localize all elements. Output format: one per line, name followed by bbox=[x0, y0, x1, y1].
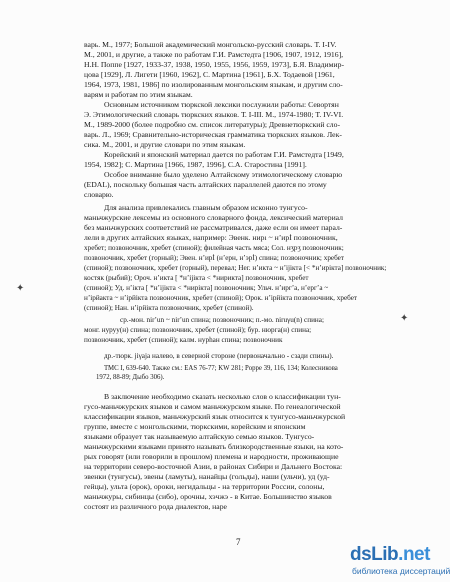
watermark-subtitle: библиотека диссертаций bbox=[352, 566, 450, 576]
example-line: (спиной); Нан. нʼірйікта позвоночник, хребет (спиной). bbox=[84, 304, 254, 312]
example-line: нʼірйакта ~ нʼірйікта позвоночник, хребет (спиной); Орок. нʼірйікта позвоночник, хребет bbox=[84, 294, 358, 302]
text-line: 1954, 1982]; С. Мартина [1966, 1987, 1996], С.А. Старостина [1991]. bbox=[84, 160, 307, 169]
text-line: лели в других алтайских языках, например: Эвенк. нирı ~ нʼирİ позвоночник, bbox=[84, 233, 338, 242]
text-line: гейцы), ульта (орок), ороки, негидальцы - на территории России, солоны, bbox=[84, 482, 325, 491]
example-line: монг. нуруу(н) спина; позвоночник, хребет (спиной); бур. нюрга(н) спина; bbox=[84, 326, 312, 334]
example-line: (спиной); позвоночник, хребет (горный), перевал; Нег. нʼикта ~ нʼіjікта [< *нʼиpікта] позвоночник; bbox=[84, 264, 387, 272]
text-line: на территории северо-восточной Азии, в районах Сибири и Дальнего Востока: bbox=[84, 462, 343, 471]
logo-net: .net bbox=[398, 544, 430, 565]
text-line: Н.Н. Поппе [1927, 1933-37, 1938, 1950, 1955, 1956, 1959, 1973], Б.Я. Владимир- bbox=[84, 60, 345, 69]
reference-line: ТМС I, 639-640. Также см.: EAS 76-77; KW 281; Poppe 39, 116, 134; Колесникова bbox=[104, 365, 338, 372]
logo-dslib: dsLib bbox=[350, 544, 399, 565]
text-line: группе, вместе с монгольскими, тюркскими, корейским и японским bbox=[84, 422, 306, 431]
text-line: М., 1989-2000 (более подробно см. список литературы); Древнетюркский сло- bbox=[84, 120, 341, 129]
logo-text bbox=[350, 544, 430, 566]
scan-mark: ✦ bbox=[400, 313, 409, 324]
text-line: без маньчжурских соответствий не рассматривался, даже если он имеет парал- bbox=[84, 223, 343, 232]
text-line: варь. М., 1977; Большой академический монгольско-русский словарь. Т. I-IV. bbox=[84, 40, 337, 49]
text-line: варь. Л., 1969; Сравнительно-историческая грамматика тюркских языков. Лек- bbox=[84, 130, 342, 139]
text-line: 1964, 1973, 1981, 1986] по изолированным монгольским языкам, и другим сло- bbox=[84, 80, 343, 89]
text-line: эвенки (тунгусы), эвены (ламуты), нанайцы (гольды), наши (ульчи), уд (уд- bbox=[84, 472, 330, 481]
text-line: варям и работам по этим языкам. bbox=[84, 90, 193, 99]
reference-line: 1972, 88-89; Дыбо 306). bbox=[96, 374, 165, 381]
text-line: Для анализа привлекались главным образом исконно тунгусо- bbox=[104, 203, 308, 212]
text-line: рых говорят (или говорили в прошлом) племена и народности, проживающие bbox=[84, 452, 339, 461]
example-line: хребет; позвоночник, хребет (спиной); филейная часть мяса; Сол. нʒрʒ позвоночник; bbox=[84, 244, 344, 252]
text-line: Корейский и японский материал дается по работам Г.И. Рамстедта [1949, bbox=[104, 150, 344, 159]
text-line: состоят из различного рода диалектов, наре bbox=[84, 502, 227, 511]
text-line: Основным источником тюркской лексики послужили работы: Севортян bbox=[104, 100, 339, 109]
example-line: (спиной); Уд. нʼікта [ *нʼіjікта < *нирікта] позвоночник; Ульч. нʼиргʼа, нʼергʼа ~ bbox=[84, 284, 329, 292]
text-line: Особое внимание было уделено Алтайскому этимологическому словарю bbox=[104, 170, 343, 179]
text-line: классификации языков, маньчжурский язык относится к тунгусо-маньчжурской bbox=[84, 412, 346, 421]
text-line: словарю. bbox=[84, 190, 114, 199]
page-number: 7 bbox=[236, 537, 241, 547]
watermark-logo[interactable] bbox=[350, 544, 450, 576]
text-line: маньчжурскими языками принято называть близкородственные языки, на кото- bbox=[84, 442, 344, 451]
example-line: позвоночник, хребет (горный); Эвен. нʼирİ (нʼерн, нʼэрİ) спина; позвоночник; хребет bbox=[84, 254, 344, 262]
text-line: В заключение необходимо сказать несколько слов о классификации тун- bbox=[104, 392, 341, 401]
text-line: сика. М., 2001, и другие словари по этим языкам. bbox=[84, 140, 246, 149]
text-line: цова [1929], Л. Лигети [1960, 1962], С. Мартина [1961], Б.Х. Тодаевой [1961, bbox=[84, 70, 335, 79]
text-line: Э. Этимологический словарь тюркских языков. Т. I-III. М., 1974-1980; Т. IV-VI. bbox=[84, 110, 344, 119]
text-line: (EDAL), поскольку большая часть алтайских параллелей даются по этому bbox=[84, 180, 327, 189]
text-line: маньчжурские лексемы из основного словарного фонда, лексический материал bbox=[84, 213, 343, 222]
example-line: позвоночник, хребет (спиной); калм. нурһан спина; позвоночник bbox=[84, 336, 283, 344]
text-line: гусо-маньчжурских языков и самом маньчжурском языке. По генеалогической bbox=[84, 402, 341, 411]
text-line: М., 2001, и другие, а также по работам Г.И. Рамстедта [1906, 1907, 1912, 1916], bbox=[84, 50, 344, 59]
text-line: маньчжуры, сибинцы (сибо), орочны, хэчжэ - в Китае. Большинство языков bbox=[84, 492, 332, 501]
example-line: костяк (рыбий); Ороч. нʼикта [ *нʼіjікта < *нирикта] позвоночник, хребет bbox=[84, 274, 309, 282]
text-line: языками образует так называемую алтайскую семью языков. Тунгусо- bbox=[84, 432, 315, 441]
scan-mark: ✦ bbox=[16, 283, 25, 294]
example-line: ср.-мон. nirʼun ~ nirʼun спина; позвоночник; п.-мо. niruγu(n) спина; bbox=[120, 316, 324, 324]
example-line: др.-тюрк. jiγaja налево, в северной стороне (первоначально - сзади спины). bbox=[104, 352, 334, 360]
